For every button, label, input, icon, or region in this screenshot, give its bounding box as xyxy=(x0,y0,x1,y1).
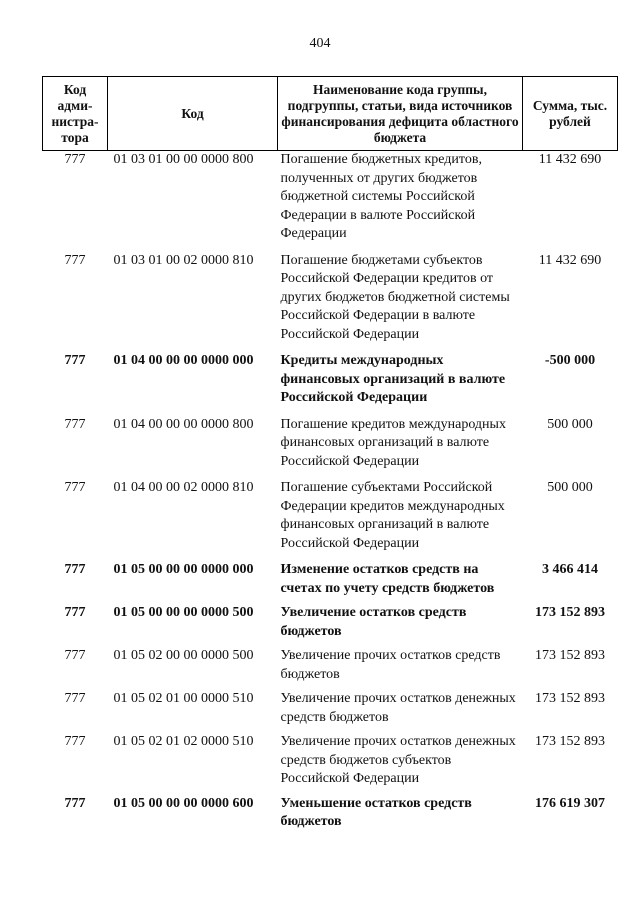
header-name: Наименование кода группы, подгруппы, статьи, вида источников финансирования дефицита областного бюджета xyxy=(278,77,523,151)
header-code: Код xyxy=(108,77,278,151)
row-admin-code: 777 xyxy=(64,648,86,663)
row-admin-code: 777 xyxy=(64,416,86,432)
row-name: Погашение бюджетных кредитов, полученных от других бюджетов бюджетной системы Российской Федерации в валюте Российской Федерации xyxy=(280,152,482,241)
row-code: 01 05 00 00 00 0000 000 xyxy=(113,562,254,577)
row-admin-code: 777 xyxy=(64,480,86,495)
row-admin-code: 777 xyxy=(64,353,86,368)
row-admin-code: 777 xyxy=(64,734,86,749)
row-sum: 173 152 893 xyxy=(535,734,605,749)
row-admin-code: 777 xyxy=(64,795,86,811)
row-name: Погашение бюджетами субъектов Российской Федерации кредитов от других бюджетов бюджетной системы Российской Федерации в валюте Российской Федерации xyxy=(280,252,510,342)
table-row xyxy=(43,553,618,598)
row-sum: 173 152 893 xyxy=(535,648,605,663)
row-code: 01 03 01 00 00 0000 800 xyxy=(113,152,254,167)
table-row xyxy=(43,344,618,408)
row-name: Увеличение остатков средств бюджетов xyxy=(280,605,467,639)
table-row xyxy=(43,151,618,244)
row-name: Погашение кредитов международных финансовых организаций в валюте Российской Федерации xyxy=(280,416,506,469)
row-sum: 500 000 xyxy=(547,480,593,495)
row-sum: 3 466 414 xyxy=(542,562,598,577)
row-name: Изменение остатков средств на счетах по учету средств бюджетов xyxy=(280,562,495,596)
budget-sources-table xyxy=(42,76,618,832)
table-row xyxy=(43,641,618,684)
row-name: Увеличение прочих остатков средств бюджетов xyxy=(280,648,501,682)
table-row xyxy=(43,244,618,345)
row-name: Увеличение прочих остатков денежных средств бюджетов xyxy=(280,691,516,725)
row-sum: 173 152 893 xyxy=(535,605,605,620)
table-row xyxy=(43,684,618,727)
row-sum: -500 000 xyxy=(544,353,596,368)
header-sum: Сумма, тыс. рублей xyxy=(523,77,618,151)
table-header xyxy=(43,77,618,151)
row-sum: 11 432 690 xyxy=(538,152,602,167)
table-body xyxy=(43,151,618,832)
row-admin-code: 777 xyxy=(64,605,86,620)
row-sum: 173 152 893 xyxy=(535,691,605,706)
table-row xyxy=(43,789,618,832)
row-sum: 500 000 xyxy=(547,416,593,432)
row-code: 01 05 00 00 00 0000 500 xyxy=(113,605,254,620)
header-admin-code: Код адми-нистра-тора xyxy=(43,77,108,151)
row-name: Увеличение прочих остатков денежных средств бюджетов субъектов Российской Федерации xyxy=(280,734,516,786)
row-code: 01 03 01 00 02 0000 810 xyxy=(113,252,254,268)
row-name: Погашение субъектами Российской Федерации кредитов международных финансовых организаций в валюте Российской Федерации xyxy=(280,480,505,551)
table-row xyxy=(43,727,618,789)
row-sum: 11 432 690 xyxy=(538,252,602,268)
page-number: 404 xyxy=(309,36,331,51)
row-code: 01 05 00 00 00 0000 600 xyxy=(113,795,254,811)
table-row xyxy=(43,471,618,553)
row-code: 01 04 00 00 00 0000 000 xyxy=(113,353,254,368)
row-name: Кредиты международных финансовых организаций в валюте Российской Федерации xyxy=(280,353,506,405)
row-admin-code: 777 xyxy=(64,691,86,706)
table-row xyxy=(43,408,618,472)
row-admin-code: 777 xyxy=(64,252,86,268)
row-code: 01 05 02 01 00 0000 510 xyxy=(113,691,254,706)
row-name: Уменьшение остатков средств бюджетов xyxy=(280,795,472,829)
row-code: 01 04 00 00 02 0000 810 xyxy=(113,480,254,495)
table-row xyxy=(43,598,618,641)
row-code: 01 05 02 01 02 0000 510 xyxy=(113,734,254,749)
row-admin-code: 777 xyxy=(64,562,86,577)
row-admin-code: 777 xyxy=(64,152,86,167)
row-code: 01 05 02 00 00 0000 500 xyxy=(113,648,254,663)
row-code: 01 04 00 00 00 0000 800 xyxy=(113,416,254,432)
row-sum: 176 619 307 xyxy=(535,795,605,811)
